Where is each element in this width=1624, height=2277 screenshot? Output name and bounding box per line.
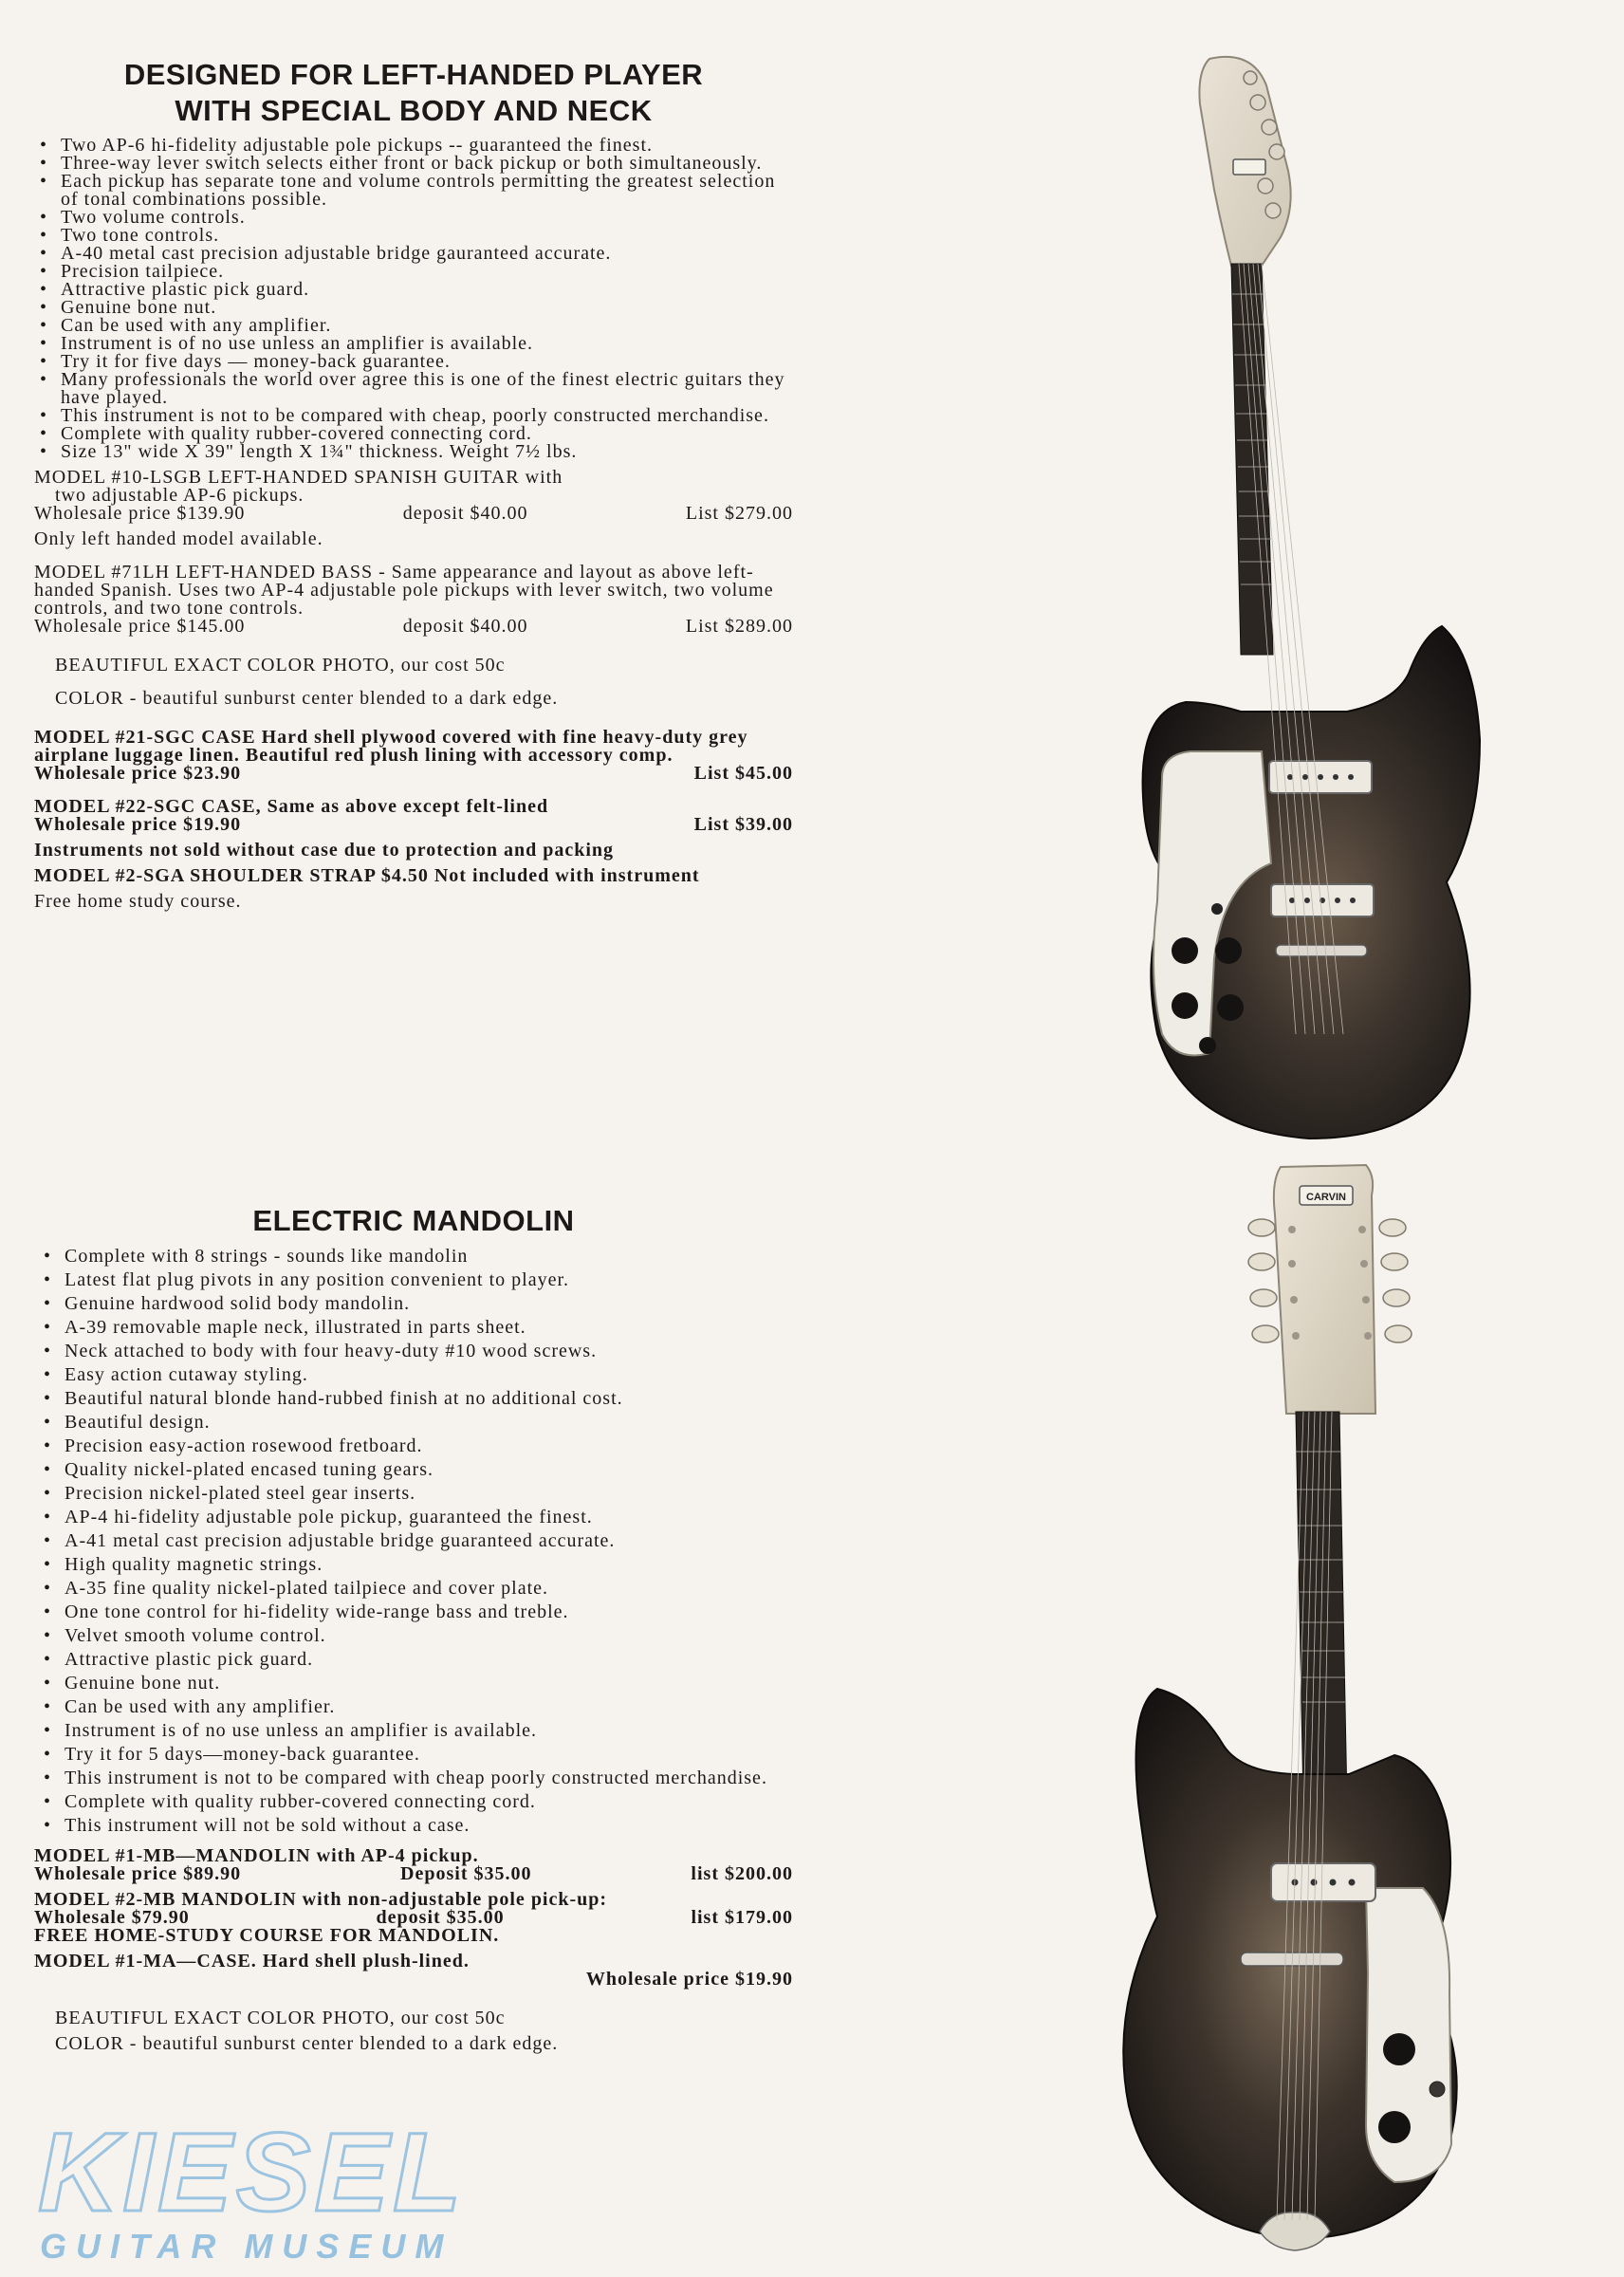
list-price: List $45.00 [693,763,793,784]
list-item: • Precision tailpiece. [34,263,793,281]
list-price: list $200.00 [691,1863,793,1884]
list-item: • Two AP-6 hi-fidelity adjustable pole pickups -- guaranteed the finest. [34,137,793,155]
case-1-text: MODEL #21-SGC CASE Hard shell plywood covered with fine heavy-duty grey airplane luggage linen. Beautiful red plush lining with accessory comp. [34,727,748,766]
guitar-heading-line1: DESIGNED FOR LEFT-HANDED PLAYER [123,58,704,91]
case-1-prices [34,765,793,783]
watermark-line2: GUITAR MUSEUM [40,2227,453,2266]
wholesale-price: Wholesale price $19.90 [34,814,242,835]
deposit-price: deposit $40.00 [402,616,528,637]
deposit-price: deposit $35.00 [376,1907,505,1928]
list-item: • Two volume controls. [34,209,793,227]
left-handed-guitar-photo [1119,47,1499,1148]
wholesale-price: Wholesale $79.90 [34,1907,190,1928]
list-item: • One tone control for hi-fidelity wide-range bass and treble. [34,1602,793,1622]
wholesale-price: Wholesale price $145.00 [34,616,246,637]
list-item: • Genuine bone nut. [34,299,793,317]
list-item: • Complete with 8 strings - sounds like mandolin [34,1247,793,1267]
mandolin-color-note: COLOR - beautiful sunburst center blended to a dark edge. [55,2033,559,2054]
guitar-model-1-line2: two adjustable AP-6 pickups. [55,485,304,506]
list-item: • Velvet smooth volume control. [34,1626,793,1646]
guitar-heading [34,57,793,129]
guitar-model-1-line1: MODEL #10-LSGB LEFT-HANDED SPANISH GUITAR with [34,467,563,488]
case-note: Instruments not sold without case due to protection and packing [34,840,615,861]
list-item: • Beautiful design. [34,1413,793,1433]
list-item: • This instrument will not be sold without a case. [34,1816,793,1836]
list-item: • Attractive plastic pick guard. [34,281,793,299]
list-item: • Beautiful natural blonde hand-rubbed finish at no additional cost. [34,1389,793,1409]
list-item: • Complete with quality rubber-covered connecting cord. [34,1792,793,1812]
mandolin-case: MODEL #1-MA—CASE. Hard shell plush-lined. [34,1951,470,1972]
list-item: • Each pickup has separate tone and volume controls permitting the greatest selection of tonal combinations possible. [34,173,793,209]
guitar-model-1-note: Only left handed model available. [34,528,323,549]
list-item: • Neck attached to body with four heavy-duty #10 wood screws. [34,1342,793,1361]
list-item: • Try it for 5 days—money-back guarantee. [34,1745,793,1765]
list-item: • Precision nickel-plated steel gear inserts. [34,1484,793,1504]
list-price: List $39.00 [693,814,793,835]
list-item: • Genuine bone nut. [34,1674,793,1694]
guitar-model-1-prices [34,505,793,523]
list-item: • Instrument is of no use unless an amplifier is available. [34,335,793,353]
deposit-price: deposit $40.00 [402,503,528,524]
list-price: list $179.00 [691,1907,793,1928]
case-2-text: MODEL #22-SGC CASE, Same as above except felt-lined [34,796,549,817]
guitar-model-2-prices [34,618,793,636]
list-item: • Three-way lever switch selects either front or back pickup or both simultaneously. [34,155,793,173]
list-item: • Size 13" wide X 39" length X 1¾" thickness. Weight 7½ lbs. [34,443,793,461]
watermark-line1: KIESEL [38,2116,466,2235]
deposit-price: Deposit $35.00 [400,1863,532,1884]
mandolin-case-price: Wholesale price $19.90 [585,1969,793,1990]
guitar-section [34,57,793,911]
list-item: • A-41 metal cast precision adjustable bridge guaranteed accurate. [34,1531,793,1551]
list-item: • A-35 fine quality nickel-plated tailpiece and cover plate. [34,1579,793,1599]
list-item: • Genuine hardwood solid body mandolin. [34,1294,793,1314]
guitar-feature-list [34,137,793,461]
mandolin-section [34,1203,793,2053]
list-item: • Complete with quality rubber-covered connecting cord. [34,425,793,443]
guitar-course: Free home study course. [34,891,242,912]
mandolin-model-1-prices [34,1865,793,1883]
list-item: • This instrument is not to be compared with cheap, poorly constructed merchandise. [34,407,793,425]
guitar-model-2-text: MODEL #71LH LEFT-HANDED BASS - Same appearance and layout as above left-handed Spanish. Uses two AP-4 adjustable pole pickups with lever switch, two volume controls, and two tone controls. [34,562,774,619]
wholesale-price: Wholesale price $139.90 [34,503,246,524]
wholesale-price: Wholesale price $89.90 [34,1863,242,1884]
list-item: • Two tone controls. [34,227,793,245]
wholesale-price: Wholesale price $23.90 [34,763,242,784]
guitar-color-note: COLOR - beautiful sunburst center blended to a dark edge. [55,688,559,709]
headstock-label: CARVIN [1306,1192,1346,1203]
list-item: • Easy action cutaway styling. [34,1365,793,1385]
list-item: • This instrument is not to be compared with cheap poorly constructed merchandise. [34,1768,793,1788]
mandolin-model-2: MODEL #2-MB MANDOLIN with non-adjustable pole pick-up: [34,1889,608,1910]
electric-mandolin-photo [1091,1157,1489,2268]
kiesel-museum-logo [19,2116,512,2268]
list-item: • Attractive plastic pick guard. [34,1650,793,1670]
mandolin-photo-note: BEAUTIFUL EXACT COLOR PHOTO, our cost 50c [55,2008,506,2028]
list-item: • Many professionals the world over agree this is one of the finest electric guitars they have played. [34,371,793,407]
mandolin-heading: ELECTRIC MANDOLIN [252,1204,575,1237]
case-2-prices [34,816,793,834]
list-item: • Try it for five days — money-back guarantee. [34,353,793,371]
list-item: • Can be used with any amplifier. [34,317,793,335]
list-item: • High quality magnetic strings. [34,1555,793,1575]
guitar-heading-line2: WITH SPECIAL BODY AND NECK [175,94,653,127]
list-item: • Can be used with any amplifier. [34,1697,793,1717]
list-item: • AP-4 hi-fidelity adjustable pole pickup, guaranteed the finest. [34,1508,793,1527]
list-item: • Latest flat plug pivots in any position convenient to player. [34,1270,793,1290]
mandolin-course: FREE HOME-STUDY COURSE FOR MANDOLIN. [34,1925,500,1946]
list-item: • Instrument is of no use unless an amplifier is available. [34,1721,793,1741]
list-item: • Quality nickel-plated encased tuning gears. [34,1460,793,1480]
list-price: List $289.00 [685,616,793,637]
list-item: • A-39 removable maple neck, illustrated in parts sheet. [34,1318,793,1338]
list-item: • Precision easy-action rosewood fretboard. [34,1436,793,1456]
guitar-photo-note: BEAUTIFUL EXACT COLOR PHOTO, our cost 50c [55,655,506,676]
shoulder-strap: MODEL #2-SGA SHOULDER STRAP $4.50 Not included with instrument [34,865,700,886]
list-price: List $279.00 [685,503,793,524]
mandolin-model-1: MODEL #1-MB—MANDOLIN with AP-4 pickup. [34,1845,479,1866]
list-item: • A-40 metal cast precision adjustable bridge gauranteed accurate. [34,245,793,263]
mandolin-feature-list [34,1247,793,1836]
